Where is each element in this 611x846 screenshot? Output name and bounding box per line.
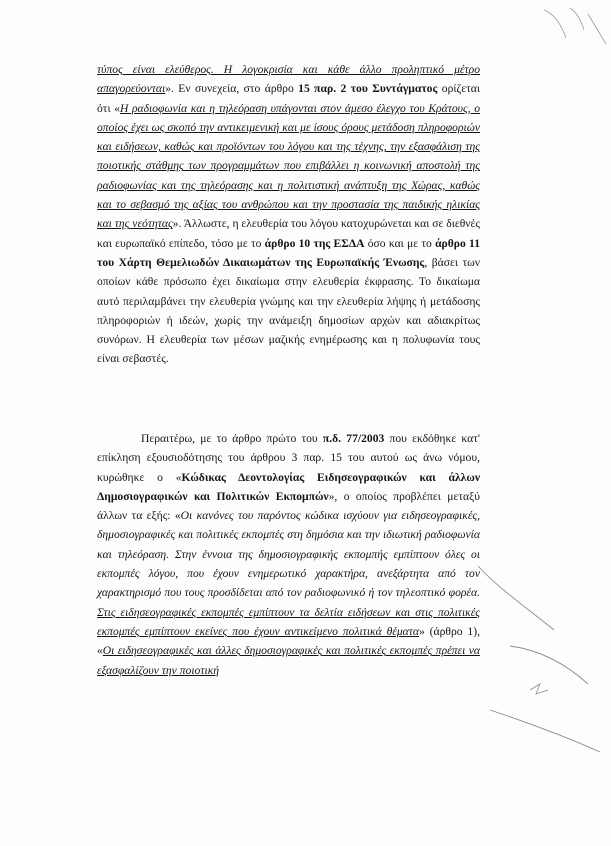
quote-code-quality: Οι ειδησεογραφικές και άλλες δημοσιογραφικές και πολιτικές εκπομπές πρέπει να εξασφαλίζουν την ποιοτική [97,644,480,677]
quote-press-freedom: τύπος είναι ελεύθερος. Η λογοκρισία και κάθε άλλο προληπτικό μέτρο απαγορεύονται [97,63,480,96]
paragraph-constitution: τύπος είναι ελεύθερος. Η λογοκρισία και κάθε άλλο προληπτικό μέτρο απαγορεύονται». Εν συνεχεία, στο άρθρο 15 παρ. 2 του Συντάγματος ορίζεται ότι «Η ραδιοφωνία και η τηλεόραση υπάγονται στον άμεσο έλεγχο του Κράτους, ο οποίος έχει ως σκοπό την αντικειμενική και με ίσους όρους μετάδοση πληροφοριών και ειδήσεων, καθώς και προϊόντων του λόγου και της τέχνης, την εξασφάλιση της ποιοτικής στάθμης των προγραμμάτων που επιβάλλει η κοινωνική αποστολή της ραδιοφωνίας και της τηλεόρασης και η πολιτιστική ανάπτυξη της Χώρας, καθώς και το σεβασμό της αξίας του ανθρώπου και την προστασία της παιδικής ηλικίας και της νεότητας». Άλλωστε, η ελευθερία του λόγου κατοχυρώνεται και σε διεθνές και ευρωπαϊκό επίπεδο, τόσο με το άρθρο 10 της ΕΣΔΑ όσο και με το άρθρο 11 του Χάρτη Θεμελιωδών Δικαιωμάτων της Ευρωπαϊκής Ένωσης, βάσει των οποίων κάθε πρόσωπο έχει δικαίωμα στην ελευθερία έκφρασης. Το δικαίωμα αυτό περιλαμβάνει την ελευθερία γνώμης και την ελευθερία λήψης ή μετάδοσης πληροφοριών ή ιδεών, χωρίς την ανάμειξη δημοσίων αρχών και αδιακρίτως συνόρων. Η ελευθερία των μέσων μαζικής ενημέρωσης και η πολυφωνία τους είναι σεβαστές. [97,63,481,366]
quote-code-definition: Στις ειδησεογραφικές εκπομπές εμπίπτουν τα δελτία ειδήσεων και στις πολιτικές εκπομπές εμπίπτουν εκείνες που έχουν αντικείμενο πολιτικά θέματα [97,605,480,638]
corner-scribble-top [540,0,611,50]
charter-article-ref: άρθρο 11 του Χάρτη Θεμελιωδών Δικαιωμάτων της Ευρωπαϊκής Ένωσης [97,236,480,269]
constitution-article-ref: 15 παρ. 2 του Συντάγματος [298,82,438,96]
paragraph-code-of-ethics: Περαιτέρω, με το άρθρο πρώτο του π.δ. 77/2003 που εκδόθηκε κατ' επίκληση εξουσιοδότησης του άρθρου 3 παρ. 15 του αυτού ως άνω νόμου, κυρώθηκε ο «Κώδικας Δεοντολογίας Ειδησεογραφικών και άλλων Δημοσιογραφικών και Πολιτικών Εκπομπών», ο οποίος προβλέπει μεταξύ άλλων τα εξής: «Οι κανόνες του παρόντος κώδικα ισχύουν για ειδησεογραφικές, δημοσιογραφικές και πολιτικές εκπομπές στη δημόσια και την ιδιωτική ραδιοφωνία και τηλεόραση. Στην έννοια της δημοσιογραφικής εκπομπής εμπίπτουν όλες οι εκπομπές λόγου, που έχουν ενημερωτικό χαρακτήρα, ανεξάρτητα από τον χαρακτηρισμό που τους προσδίδεται από τον ραδιοφωνικό ή τον τηλεοπτικό φορέα. Στις ειδησεογραφικές εκπομπές εμπίπτουν τα δελτία ειδήσεων και στις πολιτικές εκπομπές εμπίπτουν εκείνες που έχουν αντικείμενο πολιτικά θέματα» (άρθρο 1), «Οι ειδησεογραφικές και άλλες δημοσιογραφικές και πολιτικές εκπομπές πρέπει να εξασφαλίζουν την ποιοτική [97,432,481,677]
margin-scribble-right [470,560,611,760]
echr-article-ref: άρθρο 10 της ΕΣΔΑ [264,236,365,250]
decree-ref: π.δ. 77/2003 [322,432,385,445]
code-title: Κώδικας Δεοντολογίας Ειδησεογραφικών και άλλων Δημοσιογραφικών και Πολιτικών Εκπομπών [97,470,481,503]
quote-code-scope: Οι κανόνες του παρόντος κώδικα ισχύουν για ειδησεογραφικές, δημοσιογραφικές και πολιτικές εκπομπές στη δημόσια και την ιδιωτική ραδιοφωνία και τηλεόραση. Στην έννοια της δημοσιογραφικής εκπομπής εμπίπτουν όλες οι εκπομπές λόγου, που έχουν ενημερωτικό χαρακτήρα, ανεξάρτητα από τον χαρακτηρισμό που τους προσδίδεται από τον ραδιοφωνικό ή τον τηλεοπτικό φορέα. [97,509,481,600]
quote-broadcasting: Η ραδιοφωνία και η τηλεόραση υπάγονται στον άμεσο έλεγχο του Κράτους, ο οποίος έχει ως σκοπό την αντικειμενική και με ίσους όρους μετάδοση πληροφοριών και ειδήσεων, καθώς και προϊόντων του λόγου και της τέχνης, την εξασφάλιση της ποιοτικής στάθμης των προγραμμάτων που επιβάλλει η κοινωνική αποστολή της ραδιοφωνίας και της τηλεόρασης και η πολιτιστική ανάπτυξη της Χώρας, καθώς και το σεβασμό της αξίας του ανθρώπου και την προστασία της παιδικής ηλικίας και της νεότητας [97,101,480,231]
